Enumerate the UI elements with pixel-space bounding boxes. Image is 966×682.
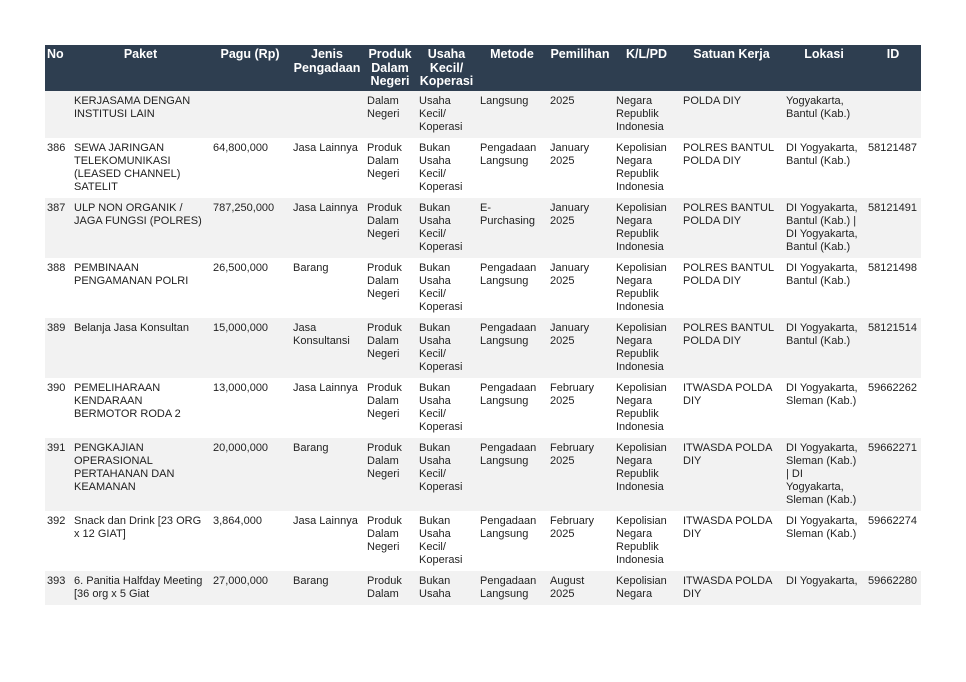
- cell-metode: Pengadaan Langsung: [477, 318, 547, 378]
- cell-lokasi: DI Yogyakarta,: [783, 571, 865, 605]
- document-page: [45, 45, 921, 635]
- cell-no: 386: [45, 138, 71, 198]
- cell-paket: PEMBINAAN PENGAMANAN POLRI: [71, 258, 210, 318]
- table-body: [45, 91, 921, 605]
- cell-pemilihan: January 2025: [547, 198, 613, 258]
- cell-produk-dalam-negeri: Produk Dalam Negeri: [364, 511, 416, 571]
- cell-lokasi: DI Yogyakarta, Bantul (Kab.): [783, 138, 865, 198]
- cell-no: 388: [45, 258, 71, 318]
- cell-pagu: 27,000,000: [210, 571, 290, 605]
- cell-paket: KERJASAMA DENGAN INSTITUSI LAIN: [71, 91, 210, 138]
- cell-klpd: Kepolisian Negara Republik Indonesia: [613, 511, 680, 571]
- cell-klpd: Kepolisian Negara Republik Indonesia: [613, 318, 680, 378]
- cell-id: 58121514: [865, 318, 921, 378]
- cell-klpd: Kepolisian Negara Republik Indonesia: [613, 378, 680, 438]
- cell-jenis-pengadaan: Barang: [290, 258, 364, 318]
- table-row: [45, 571, 921, 605]
- cell-usaha-kecil: Bukan Usaha Kecil/ Koperasi: [416, 438, 477, 511]
- cell-klpd: Kepolisian Negara Republik Indonesia: [613, 138, 680, 198]
- cell-satuan-kerja: ITWASDA POLDA DIY: [680, 511, 783, 571]
- cell-jenis-pengadaan: Jasa Konsultansi: [290, 318, 364, 378]
- cell-lokasi: DI Yogyakarta, Bantul (Kab.): [783, 318, 865, 378]
- cell-no: 389: [45, 318, 71, 378]
- table-row: [45, 258, 921, 318]
- table-row: [45, 511, 921, 571]
- col-header-metode: Metode: [477, 45, 547, 91]
- cell-metode: E-Purchasing: [477, 198, 547, 258]
- cell-pagu: 26,500,000: [210, 258, 290, 318]
- col-header-no: No: [45, 45, 71, 91]
- cell-id: 59662262: [865, 378, 921, 438]
- cell-lokasi: DI Yogyakarta, Sleman (Kab.) | DI Yogyakarta, Sleman (Kab.): [783, 438, 865, 511]
- cell-usaha-kecil: Bukan Usaha: [416, 571, 477, 605]
- cell-pagu: 15,000,000: [210, 318, 290, 378]
- cell-jenis-pengadaan: Jasa Lainnya: [290, 198, 364, 258]
- cell-pemilihan: February 2025: [547, 511, 613, 571]
- cell-no: 393: [45, 571, 71, 605]
- cell-no: [45, 91, 71, 138]
- col-header-klpd: K/L/PD: [613, 45, 680, 91]
- table-header-row: [45, 45, 921, 91]
- cell-no: 390: [45, 378, 71, 438]
- cell-jenis-pengadaan: Barang: [290, 571, 364, 605]
- cell-produk-dalam-negeri: Produk Dalam Negeri: [364, 258, 416, 318]
- cell-paket: ULP NON ORGANIK / JAGA FUNGSI (POLRES): [71, 198, 210, 258]
- procurement-table: [45, 45, 921, 605]
- cell-lokasi: DI Yogyakarta, Sleman (Kab.): [783, 511, 865, 571]
- cell-id: 59662280: [865, 571, 921, 605]
- cell-id: 59662271: [865, 438, 921, 511]
- cell-produk-dalam-negeri: Produk Dalam Negeri: [364, 198, 416, 258]
- cell-satuan-kerja: POLRES BANTUL POLDA DIY: [680, 138, 783, 198]
- cell-paket: Snack dan Drink [23 ORG x 12 GIAT]: [71, 511, 210, 571]
- col-header-id: ID: [865, 45, 921, 91]
- cell-id: 58121498: [865, 258, 921, 318]
- cell-metode: Langsung: [477, 91, 547, 138]
- cell-jenis-pengadaan: Jasa Lainnya: [290, 138, 364, 198]
- cell-pemilihan: February 2025: [547, 378, 613, 438]
- cell-jenis-pengadaan: Barang: [290, 438, 364, 511]
- cell-pagu: 13,000,000: [210, 378, 290, 438]
- cell-id: 58121487: [865, 138, 921, 198]
- table-row: [45, 138, 921, 198]
- cell-produk-dalam-negeri: Produk Dalam Negeri: [364, 378, 416, 438]
- cell-lokasi: DI Yogyakarta, Bantul (Kab.) | DI Yogyakarta, Bantul (Kab.): [783, 198, 865, 258]
- cell-satuan-kerja: POLRES BANTUL POLDA DIY: [680, 318, 783, 378]
- cell-no: 392: [45, 511, 71, 571]
- cell-pagu: 3,864,000: [210, 511, 290, 571]
- cell-pagu: 787,250,000: [210, 198, 290, 258]
- cell-paket: PEMELIHARAAN KENDARAAN BERMOTOR RODA 2: [71, 378, 210, 438]
- cell-metode: Pengadaan Langsung: [477, 138, 547, 198]
- cell-pemilihan: January 2025: [547, 138, 613, 198]
- cell-usaha-kecil: Usaha Kecil/ Koperasi: [416, 91, 477, 138]
- cell-produk-dalam-negeri: Produk Dalam Negeri: [364, 438, 416, 511]
- cell-metode: Pengadaan Langsung: [477, 438, 547, 511]
- cell-usaha-kecil: Bukan Usaha Kecil/ Koperasi: [416, 511, 477, 571]
- cell-klpd: Kepolisian Negara: [613, 571, 680, 605]
- table-row: [45, 91, 921, 138]
- cell-produk-dalam-negeri: Produk Dalam Negeri: [364, 138, 416, 198]
- col-header-paket: Paket: [71, 45, 210, 91]
- table-row: [45, 438, 921, 511]
- cell-satuan-kerja: ITWASDA POLDA DIY: [680, 438, 783, 511]
- cell-pagu: [210, 91, 290, 138]
- cell-jenis-pengadaan: Jasa Lainnya: [290, 511, 364, 571]
- cell-satuan-kerja: POLDA DIY: [680, 91, 783, 138]
- cell-pemilihan: January 2025: [547, 258, 613, 318]
- col-header-pemilihan: Pemilihan: [547, 45, 613, 91]
- cell-usaha-kecil: Bukan Usaha Kecil/ Koperasi: [416, 378, 477, 438]
- cell-satuan-kerja: POLRES BANTUL POLDA DIY: [680, 258, 783, 318]
- cell-usaha-kecil: Bukan Usaha Kecil/ Koperasi: [416, 318, 477, 378]
- cell-klpd: Kepolisian Negara Republik Indonesia: [613, 438, 680, 511]
- cell-metode: Pengadaan Langsung: [477, 571, 547, 605]
- cell-no: 387: [45, 198, 71, 258]
- cell-id: [865, 91, 921, 138]
- cell-no: 391: [45, 438, 71, 511]
- cell-jenis-pengadaan: [290, 91, 364, 138]
- cell-paket: 6. Panitia Halfday Meeting [36 org x 5 Giat: [71, 571, 210, 605]
- cell-satuan-kerja: ITWASDA POLDA DIY: [680, 571, 783, 605]
- cell-klpd: Kepolisian Negara Republik Indonesia: [613, 258, 680, 318]
- col-header-pagu: Pagu (Rp): [210, 45, 290, 91]
- cell-produk-dalam-negeri: Produk Dalam Negeri: [364, 318, 416, 378]
- cell-satuan-kerja: POLRES BANTUL POLDA DIY: [680, 198, 783, 258]
- cell-pagu: 64,800,000: [210, 138, 290, 198]
- cell-usaha-kecil: Bukan Usaha Kecil/ Koperasi: [416, 198, 477, 258]
- col-header-usaha-kecil: Usaha Kecil/ Koperasi: [416, 45, 477, 91]
- cell-usaha-kecil: Bukan Usaha Kecil/ Koperasi: [416, 258, 477, 318]
- cell-lokasi: Yogyakarta, Bantul (Kab.): [783, 91, 865, 138]
- col-header-lokasi: Lokasi: [783, 45, 865, 91]
- cell-usaha-kecil: Bukan Usaha Kecil/ Koperasi: [416, 138, 477, 198]
- cell-paket: Belanja Jasa Konsultan: [71, 318, 210, 378]
- cell-metode: Pengadaan Langsung: [477, 258, 547, 318]
- col-header-produk-dalam-negeri: Produk Dalam Negeri: [364, 45, 416, 91]
- cell-metode: Pengadaan Langsung: [477, 378, 547, 438]
- cell-id: 58121491: [865, 198, 921, 258]
- table-row: [45, 198, 921, 258]
- cell-metode: Pengadaan Langsung: [477, 511, 547, 571]
- cell-produk-dalam-negeri: Produk Dalam: [364, 571, 416, 605]
- table-row: [45, 318, 921, 378]
- cell-lokasi: DI Yogyakarta, Sleman (Kab.): [783, 378, 865, 438]
- cell-paket: SEWA JARINGAN TELEKOMUNIKASI (LEASED CHANNEL) SATELIT: [71, 138, 210, 198]
- cell-id: 59662274: [865, 511, 921, 571]
- cell-pemilihan: August 2025: [547, 571, 613, 605]
- cell-lokasi: DI Yogyakarta, Bantul (Kab.): [783, 258, 865, 318]
- table-row: [45, 378, 921, 438]
- cell-satuan-kerja: ITWASDA POLDA DIY: [680, 378, 783, 438]
- col-header-jenis-pengadaan: Jenis Pengadaan: [290, 45, 364, 91]
- cell-pemilihan: January 2025: [547, 318, 613, 378]
- col-header-satuan-kerja: Satuan Kerja: [680, 45, 783, 91]
- cell-pemilihan: February 2025: [547, 438, 613, 511]
- cell-produk-dalam-negeri: Dalam Negeri: [364, 91, 416, 138]
- cell-jenis-pengadaan: Jasa Lainnya: [290, 378, 364, 438]
- cell-klpd: Kepolisian Negara Republik Indonesia: [613, 198, 680, 258]
- cell-paket: PENGKAJIAN OPERASIONAL PERTAHANAN DAN KEAMANAN: [71, 438, 210, 511]
- cell-klpd: Negara Republik Indonesia: [613, 91, 680, 138]
- cell-pemilihan: 2025: [547, 91, 613, 138]
- cell-pagu: 20,000,000: [210, 438, 290, 511]
